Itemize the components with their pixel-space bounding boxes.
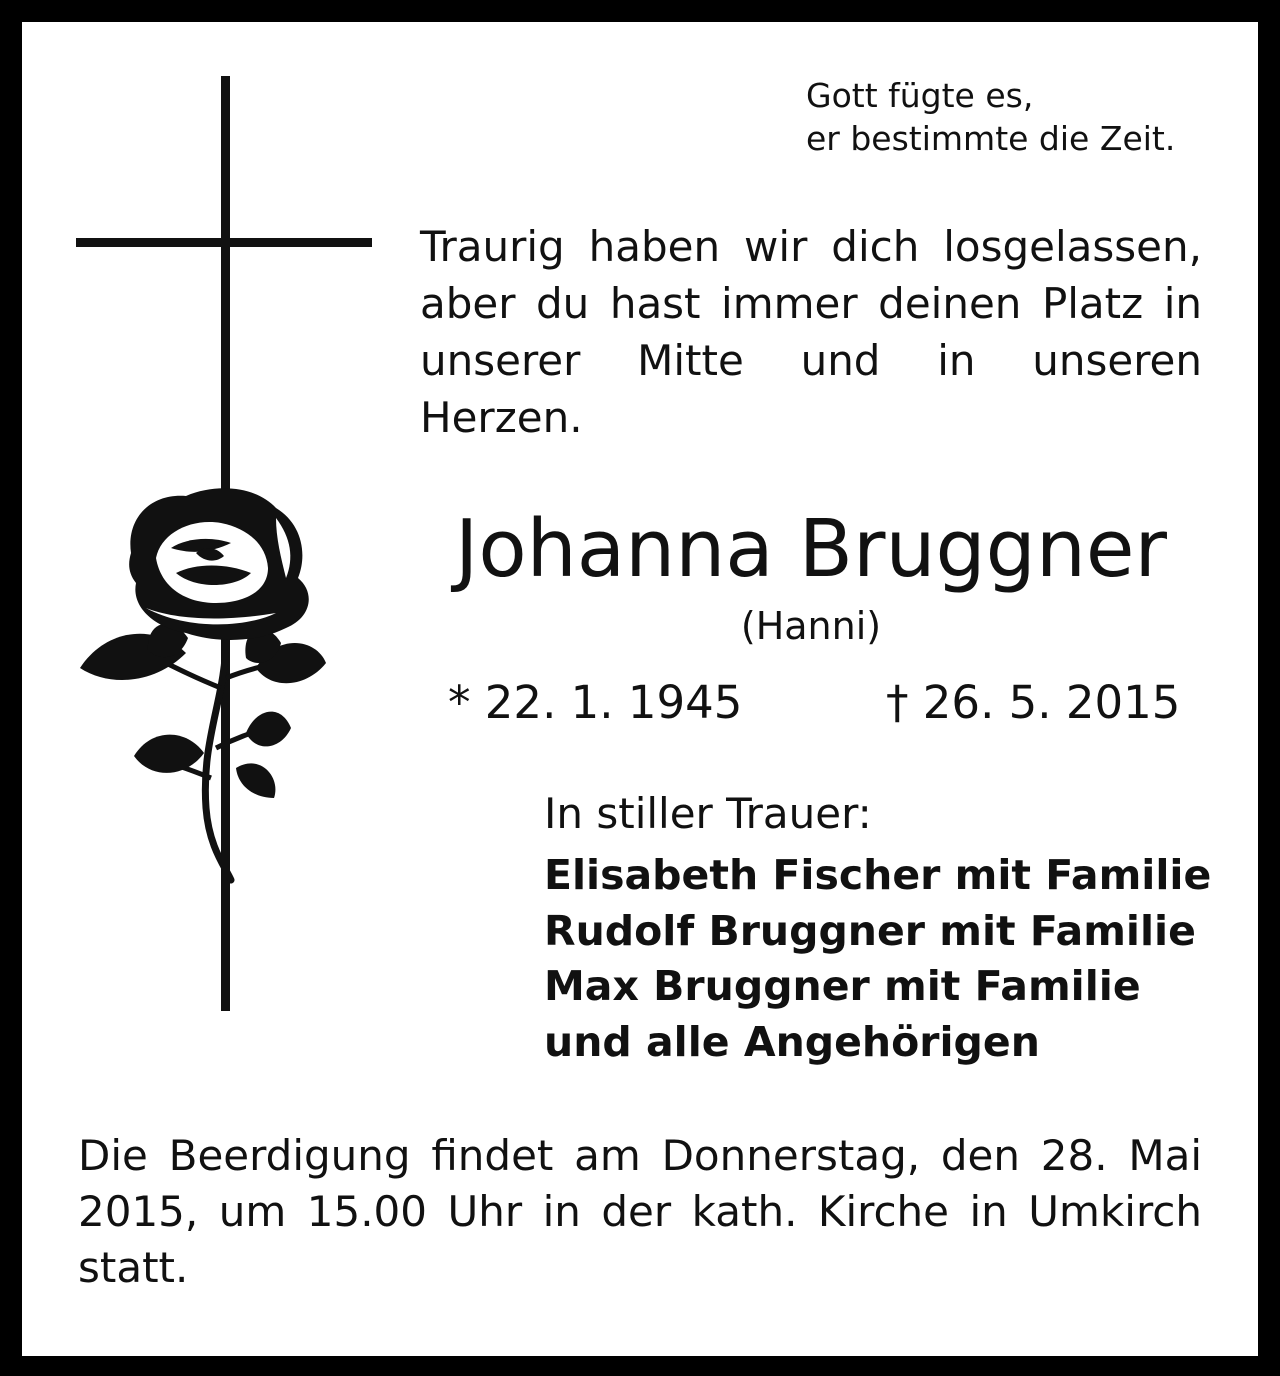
cross-crossbar (76, 238, 372, 247)
mourner-line: und alle Angehörigen (544, 1017, 1040, 1066)
mourner-line: Rudolf Bruggner mit Familie (544, 906, 1196, 955)
deceased-nickname: (Hanni) (740, 604, 882, 648)
mourner-line: Elisabeth Fischer mit Familie (544, 851, 1212, 899)
deceased-name: Johanna Bruggner (455, 503, 1167, 595)
motto-text: Gott fügte es, er bestimmte die Zeit. (806, 76, 1176, 158)
death-date: † 26. 5. 2015 (886, 676, 1181, 729)
mourners-list (544, 848, 1224, 1070)
mourner-line: Max Bruggner mit Familie (544, 962, 1141, 1010)
mourning-label: In stiller Trauer: (544, 789, 872, 838)
funeral-info: Die Beerdigung findet am Donnerstag, den 28. Mai 2015, um 15.00 Uhr in der kath. Kirche in Umkirch statt. (78, 1131, 1202, 1292)
obituary-notice (22, 22, 1258, 1356)
birth-date: * 22. 1. 1945 (448, 676, 743, 729)
rose-icon (76, 478, 336, 898)
verse-text: Traurig haben wir dich losgelassen, aber du hast immer deinen Platz in unserer Mitte und in unseren Herzen. (420, 222, 1202, 442)
